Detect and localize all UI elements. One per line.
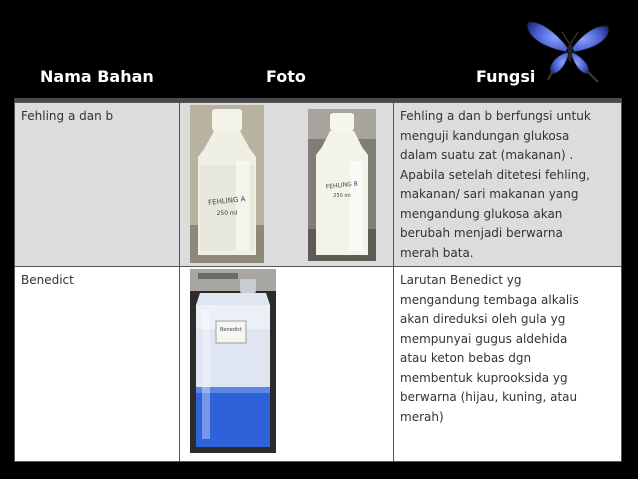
fehling-b-label-1: FEHLING B — [325, 180, 359, 191]
butterfly-icon — [522, 12, 618, 84]
table-row — [14, 102, 622, 266]
fungsi-line: berwarna (hijau, kuning, atau — [400, 390, 578, 404]
fungsi-line: merah) — [400, 409, 444, 424]
cell-foto — [179, 102, 394, 266]
header-fungsi: Fungsi — [476, 67, 536, 86]
fehling-b-bottle-image — [308, 109, 376, 261]
fungsi-line: makanan/ sari makanan yang — [400, 187, 579, 201]
fungsi-line: berubah menjadi berwarna — [400, 226, 563, 240]
fehling-b-label-2: 250 ml — [333, 193, 351, 199]
benedict-jerrycan-image — [190, 269, 276, 453]
fungsi-line: atau keton bebas dgn — [400, 351, 532, 365]
fungsi-line: Apabila setelah ditetesi fehling, — [400, 167, 590, 182]
cell-fungsi — [393, 266, 622, 462]
fungsi-line: dalam suatu zat (makanan) . — [400, 148, 574, 162]
fehling-a-bottle-image — [190, 105, 264, 263]
cell-fungsi — [393, 102, 622, 266]
header-nama-bahan: Nama Bahan — [40, 67, 154, 86]
fungsi-line: Larutan Benedict yg — [400, 273, 522, 287]
fungsi-line: mengandung tembaga alkalis — [400, 292, 579, 307]
cell-nama-bahan: Fehling a dan b — [14, 102, 180, 266]
fungsi-line: merah bata. — [400, 245, 474, 260]
cell-nama-bahan: Benedict — [14, 266, 180, 462]
fehling-a-label-2: 250 ml — [216, 210, 238, 217]
benedict-label: Benedict — [219, 327, 243, 333]
header-foto: Foto — [266, 67, 306, 86]
materials-table — [14, 102, 622, 462]
cell-foto — [179, 266, 394, 462]
fungsi-line: akan direduksi oleh gula yg — [400, 312, 566, 326]
table-row — [14, 266, 622, 462]
fungsi-line: mengandung glukosa akan — [400, 206, 563, 221]
fungsi-line: menguji kandungan glukosa — [400, 128, 570, 143]
fungsi-line: membentuk kuprooksida yg — [400, 370, 568, 385]
fungsi-line: mempunyai gugus aldehida — [400, 331, 568, 346]
fungsi-line: Fehling a dan b berfungsi untuk — [400, 109, 591, 123]
fehling-a-label-1: FEHLING A — [207, 195, 246, 207]
